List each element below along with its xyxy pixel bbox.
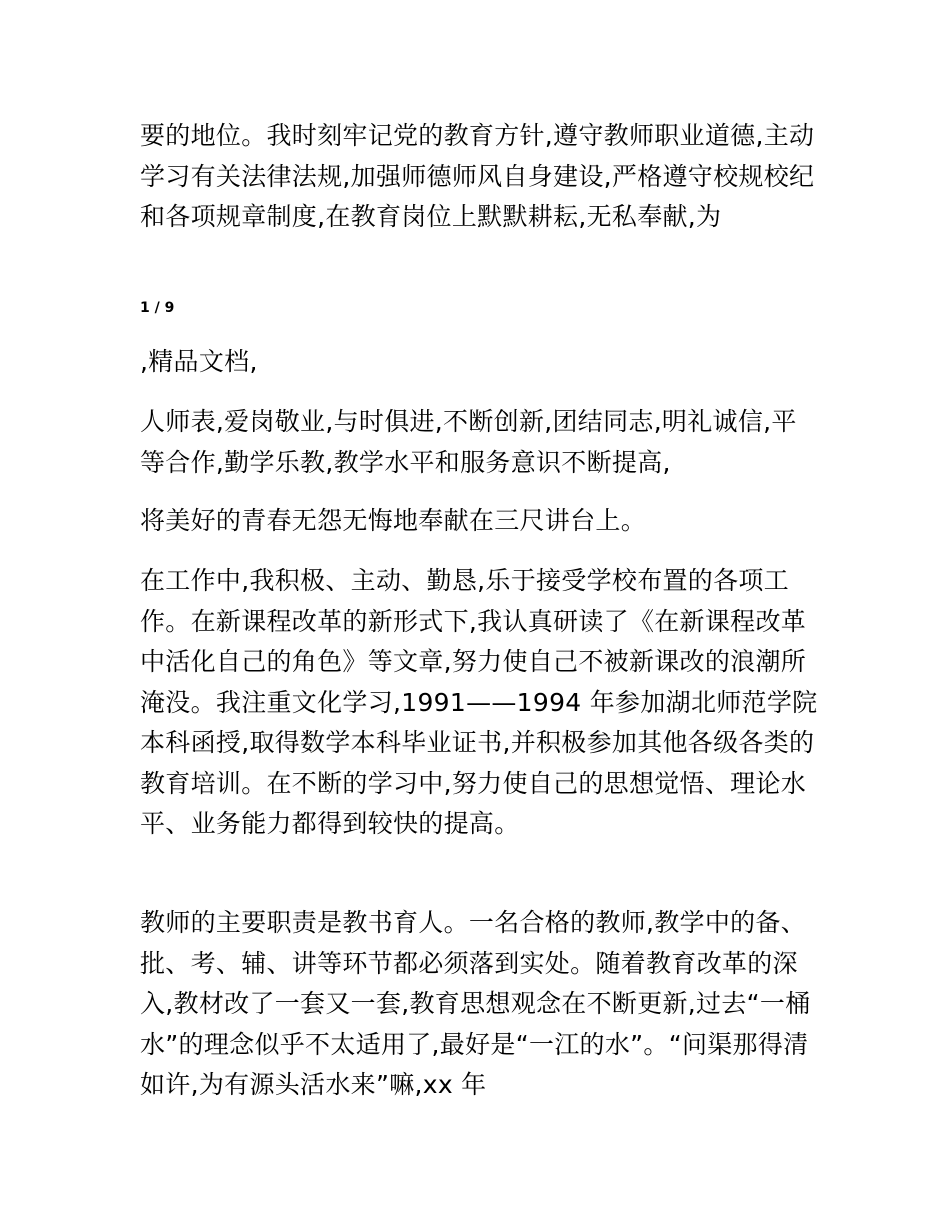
page-number: 1 / 9 — [140, 300, 175, 316]
paragraph-2: 人师表,爱岗敬业,与时俱进,不断创新,团结同志,明礼诚信,平等合作,勤学乐教,教学水平和服务意识不断提高, — [140, 407, 797, 477]
paragraph-5: 教师的主要职责是教书育人。一名合格的教师,教学中的备、批、考、辅、讲等环节都必须落到实处。随着教育改革的深入,教材改了一套又一套,教育思想观念在不断更新,过去“一桶水”的理念似乎不太适用了,最好是“一江的水”。“问渠那得清如许,为有源头活水来”嘛,xx 年 — [140, 908, 811, 1099]
paragraph-1: 要的地位。我时刻牢记党的教育方针,遵守教师职业道德,主动学习有关法律法规,加强师德师风自身建设,严格遵守校规校纪和各项规章制度,在教育岗位上默默耕耘,无私奉献,为 — [140, 121, 815, 231]
paragraph-4: 在工作中,我积极、主动、勤恳,乐于接受学校布置的各项工作。在新课程改革的新形式下,我认真研读了《在新课程改革中活化自己的角色》等文章,努力使自己不被新课改的浪潮所淹没。我注重文化学习,1991——1994 年参加湖北师范学院本科函授,取得数学本科毕业证书,并积极参加其他各级各类的教育培训。在不断的学习中,努力使自己的思想觉悟、理论水平、业务能力都得到较快的提高。 — [140, 566, 818, 838]
paragraph-3: 将美好的青春无怨无悔地奉献在三尺讲台上。 — [140, 506, 647, 535]
header-label: ,精品文档, — [140, 347, 258, 376]
